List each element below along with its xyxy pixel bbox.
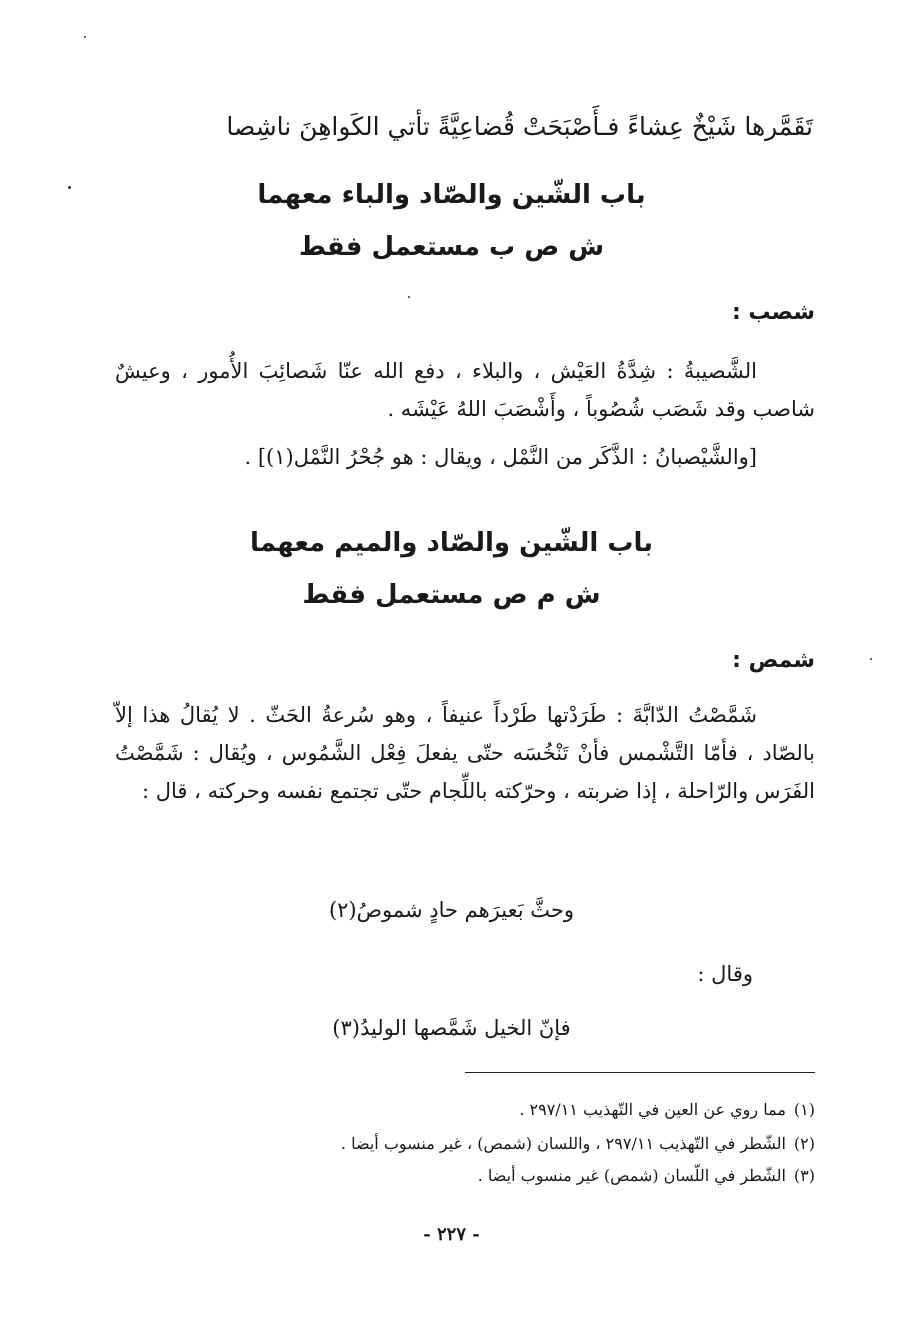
section-subheading-shin-sad-mim: ش م ص مستعمل فقط — [302, 580, 601, 610]
section-heading-shin-sad-ba: باب الشّين والصّاد والباء معهما — [257, 180, 646, 210]
verse-quote-1: وحثَّ بَعيرَهم حادٍ شموصُ(٢) — [328, 898, 575, 922]
scan-speck — [870, 658, 872, 660]
entry-paragraph-shamas — [115, 696, 815, 810]
entry-text-shasab: الشَّصيبةُ : شِدَّةُ العَيْش ، والبلاء ، دفع الله عنّا شَصائِبَ الأُمور ، وعيشٌ شاصب وقد شَصَب شُصُوباً ، وأَشْصَبَ اللهُ عَيْشَه . — [115, 359, 815, 421]
scan-speck — [408, 296, 410, 298]
footnote-text: الشّطر في اللّسان (شمص) غير منسوب أيضا . — [477, 1166, 786, 1185]
entry-text-shamas: شَمَّصْتُ الدّابَّةَ : طَرَدْتها طَرْداً عنيفاً ، وهو سُرعةُ الحَثّ . لا يُقالُ هذا إلاّ بالصّاد ، فأمّا التَّشْمس فأنْ تَنْخُسَه حتّى يفعلَ فِعْل الشَّمُوس ، ويُقال : شَمَّصْتُ الفَرَس والرّاحلة ، إذا ضربته ، وحرّكته باللِّجام حتّى تجتمع نفسه وحركته ، قال : — [115, 703, 815, 803]
footnote-2 — [341, 1134, 815, 1153]
footnote-divider — [465, 1072, 815, 1073]
entry-paragraph-shasab — [115, 352, 815, 476]
said-label: وقال : — [697, 962, 753, 986]
footnote-number: (١) — [793, 1100, 815, 1119]
footnote-text: الشّطر في التّهذيب ٢٩٧/١١ ، واللسان (شمص) ، غير منسوب أيضا . — [340, 1134, 786, 1153]
section-subheading-shin-sad-ba: ش ص ب مستعمل فقط — [298, 232, 605, 262]
footnote-number: (٣) — [793, 1166, 815, 1185]
page-number: - ٢٢٧ - — [423, 1224, 480, 1245]
footnote-3 — [478, 1166, 815, 1185]
footnote-number: (٢) — [793, 1134, 815, 1153]
verse-quote-2: فإنّ الخيل شَمَّصها الوليدُ(٣) — [332, 1016, 571, 1040]
scan-speck — [68, 186, 71, 189]
footnote-text: مما روي عن العين في التّهذيب ٢٩٧/١١ . — [519, 1100, 786, 1119]
section-heading-shin-sad-mim: باب الشّين والصّاد والميم معهما — [250, 528, 653, 558]
verse-line: تَقَمَّرها شَيْخٌ عِشاءً فـأَصْبَحَتْ قُضاعِيَّةً تأتي الكَواهِنَ ناشِصا — [226, 112, 813, 141]
entry-note-shaysaban: [والشَّيْصبانُ : الذَّكَر من النَّمْل ، ويقال : هو جُحْرُ النَّمْل(١)] . — [244, 445, 757, 469]
scan-speck — [84, 36, 86, 38]
entry-head-shamas: شمص : — [732, 648, 815, 673]
footnote-1 — [519, 1100, 815, 1119]
entry-head-shasab: شصب : — [731, 300, 815, 325]
